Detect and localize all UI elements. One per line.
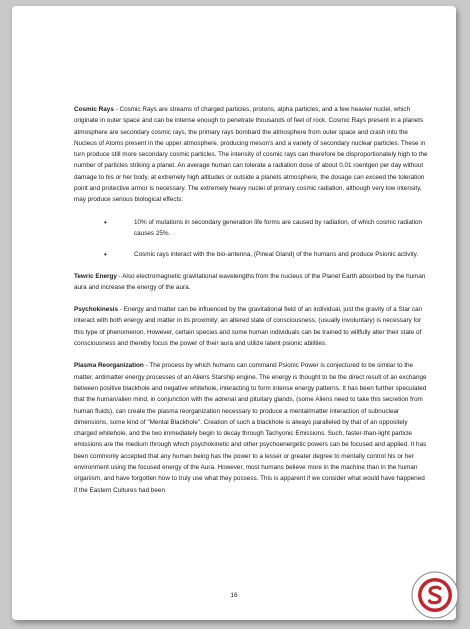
term-cosmic-rays: Cosmic Rays — [74, 106, 114, 113]
list-item — [74, 217, 429, 240]
page-number: 16 — [230, 592, 238, 599]
document-page — [12, 6, 456, 620]
cosmic-rays-text: - Cosmic Rays are streams of charged particles, protons, alpha particles, and a few heavier nuclei, which originate in outer space and can be intense enough to penetrate thousands of feet of rock. Cosmic Rays present in a planets atmosphere are secondary cosmic rays, the primary rays bombard the atmosphere from outer space and crash into the Nucleus of Atoms present in the upper atmosphere, producing meson's and a variety of secondary nuclear particles. These in turn produce still more secondary cosmic particles. The intensity of cosmic rays can therefore be disproportionately high to the number of particles striking a planet. An average human can tolerate a radiation dose of about 0.01 roentgen per day without damage to his or her body, at extremely high altitudes or outside a planets atmosphere, the dosage can exceed the toleration point and protective armor is necessary. The extremely heavy nuclei of primary cosmic radiation, although very low intensity, may produce serious biological effects: — [74, 106, 428, 204]
paragraph-tewric-energy — [74, 271, 429, 294]
bullet-icon: • — [104, 217, 107, 227]
watermark-logo-icon — [410, 570, 460, 620]
paragraph-cosmic-rays — [74, 104, 429, 206]
page-content — [74, 104, 429, 507]
list-item — [74, 249, 429, 260]
term-plasma-reorganization: Plasma Reorganization — [74, 362, 144, 370]
bullet-text: Cosmic rays interact with the bio-antenna, (Pineal Gland) of the humans and produce Psionic activity. — [134, 251, 419, 259]
paragraph-plasma-reorganization — [74, 360, 429, 496]
bullet-list — [74, 217, 429, 261]
psychokinesis-text: - Energy and matter can be influenced by the gravitational field of an individual, just the gravity of a Star can interact with both energy and matter in its proximity; an altered state of consciousness, (usually involuntary) is necessary for this type of phenomenon. However, certain species and some human individuals can be trained to willfully alter their state of consciousness and thereby focus the power of their aura and utilize latent psionic abilities. — [74, 306, 423, 348]
bullet-text: 10% of mutations in secondary generation life forms are caused by radiation, of which cosmic radiation causes 25%. — [134, 218, 423, 237]
plasma-reorganization-text: - The process by which humans can command Psionic Power is conjectured to be similar to the matter, antimatter energy processes of an Aliens Starship engine. The energy is thought to be the direct result of an exchange between positive blackhole and negative whitehole, interacting to form intense energy patterns. It has been further speculated that the human/alien mind, in conjunction with the adrenal and pituitary glands, (some Aliens need to take this secretion from human fluids), can create the plasma reorganization necessary to produce a mental/matter interaction of subnuclear dimensions, some kind of "Mental Blackhole". Creation of such a blackhole is always paralleled by that of an oppositely charged whitehole, and the two immediately begin to decay through Tachyonic Emissions. Such, faster-than-light particle emissions are the medium through which psychokinetic and other psychoenergetic powers can be focused and applied. It has been commonly accepted that any human being has the power to a lesser or greater degree to mentally control his or her environment using the focused energy of the Aura. However, most humans believe more in the machine than in the human organism, and have forgotten how to truly use what they possess. This is apparent if we consider what would have happened if the Eastern Cultures had been — [74, 362, 427, 494]
tewric-energy-text: - Also electromagnetic gravitational wavelengths from the nucleus of the Planet Earth absorbed by the human aura and increase the energy of the aura. — [74, 272, 426, 291]
term-tewric-energy: Tewric Energy — [74, 272, 117, 280]
paragraph-psychokinesis — [74, 304, 429, 349]
bullet-icon: • — [104, 250, 107, 260]
term-psychokinesis: Psychokinesis — [74, 306, 119, 314]
